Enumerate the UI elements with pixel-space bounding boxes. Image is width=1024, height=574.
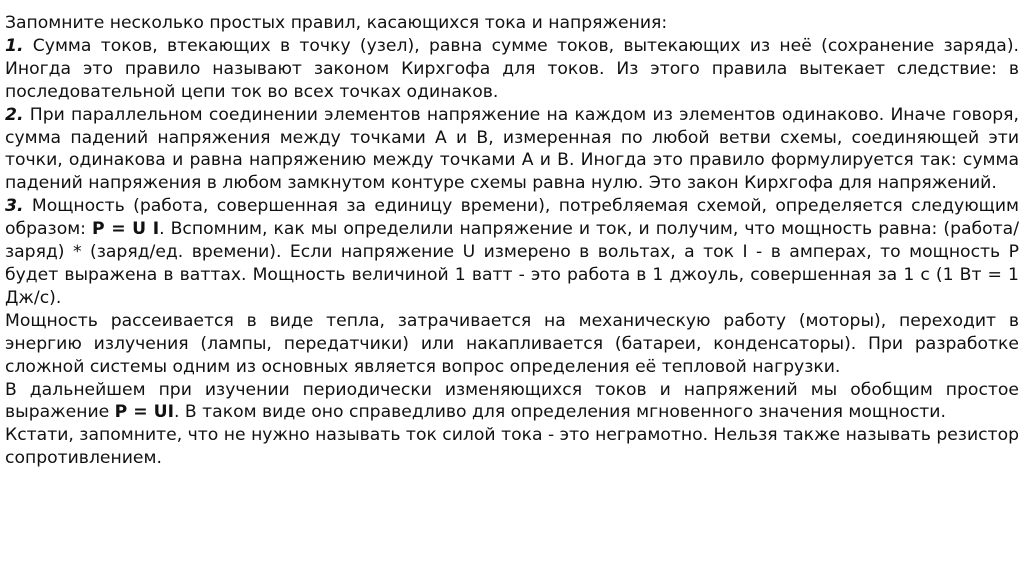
terminology-note-paragraph: Кстати, запомните, что не нужно называть ток силой тока - это неграмотно. Нельзя также называть резистор сопротивлением. [5,425,1019,469]
rule-2-paragraph [5,104,1019,196]
power-dissipation-paragraph: Мощность рассеивается в виде тепла, затрачивается на механическую работу (моторы), переходит в энергию излучения (лампы, передатчики) или накапливается (батареи, конденсаторы). При разработке сложной системы одним из основных является вопрос определения её тепловой нагрузки. [5,310,1019,377]
rule-1-number: 1. [5,35,24,56]
rule-3-number: 3. [5,196,24,217]
generalization-paragraph [5,379,1019,425]
generalization-text-end: . В таком виде оно справедливо для определения мгновенного значения мощности. [173,402,946,423]
generalization-text-start: В дальнейшем при изучении периодически изменяющихся токов и напряжений мы обобщим простое выражение [5,379,1019,423]
rule-1-paragraph [5,35,1019,104]
instant-power-formula: P = UI [114,402,174,423]
rule-1-text: Сумма токов, втекающих в точку (узел), равна сумме токов, вытекающих из неё (сохранение заряда). Иногда это правило называют законом Кирхгофа для токов. Из этого правила вытекает следствие: в последовательной цепи ток во всех точках одинаков. [5,35,1019,102]
rule-2-text: При параллельном соединении элементов напряжение на каждом из элементов одинаково. Иначе говоря, сумма падений напряжения между точками A и B, измеренная по любой ветви схемы, соединяющей эти точки, одинакова и равна напряжению между точками A и B. Иногда это правило формулируется так: сумма падений напряжения в любом замкнутом контуре схемы равна нулю. Это закон Кирхгофа для напряжений. [5,104,1019,194]
rule-3-paragraph [5,195,1019,310]
rule-3-text-start: Мощность (работа, совершенная за единицу времени), потребляемая схемой, определяется следующим образом: [5,196,1019,240]
intro-line: Запомните несколько простых правил, касающихся тока и напряжения: [5,13,668,33]
power-formula: P = U I [92,219,160,240]
rule-2-number: 2. [5,104,24,125]
slide-text-body [5,12,1019,470]
rule-3-text-end: . Вспомним, как мы определили напряжение и ток, и получим, что мощность равна: (работа/заряд) * (заряд/ед. времени). Если напряжение U измерено в вольтах, а ток I - в амперах, то мощность P будет выражена в ваттах. Мощность величиной 1 ватт - это работа в 1 джоуль, совершенная за 1 с (1 Вт = 1 Дж/с). [5,219,1019,308]
